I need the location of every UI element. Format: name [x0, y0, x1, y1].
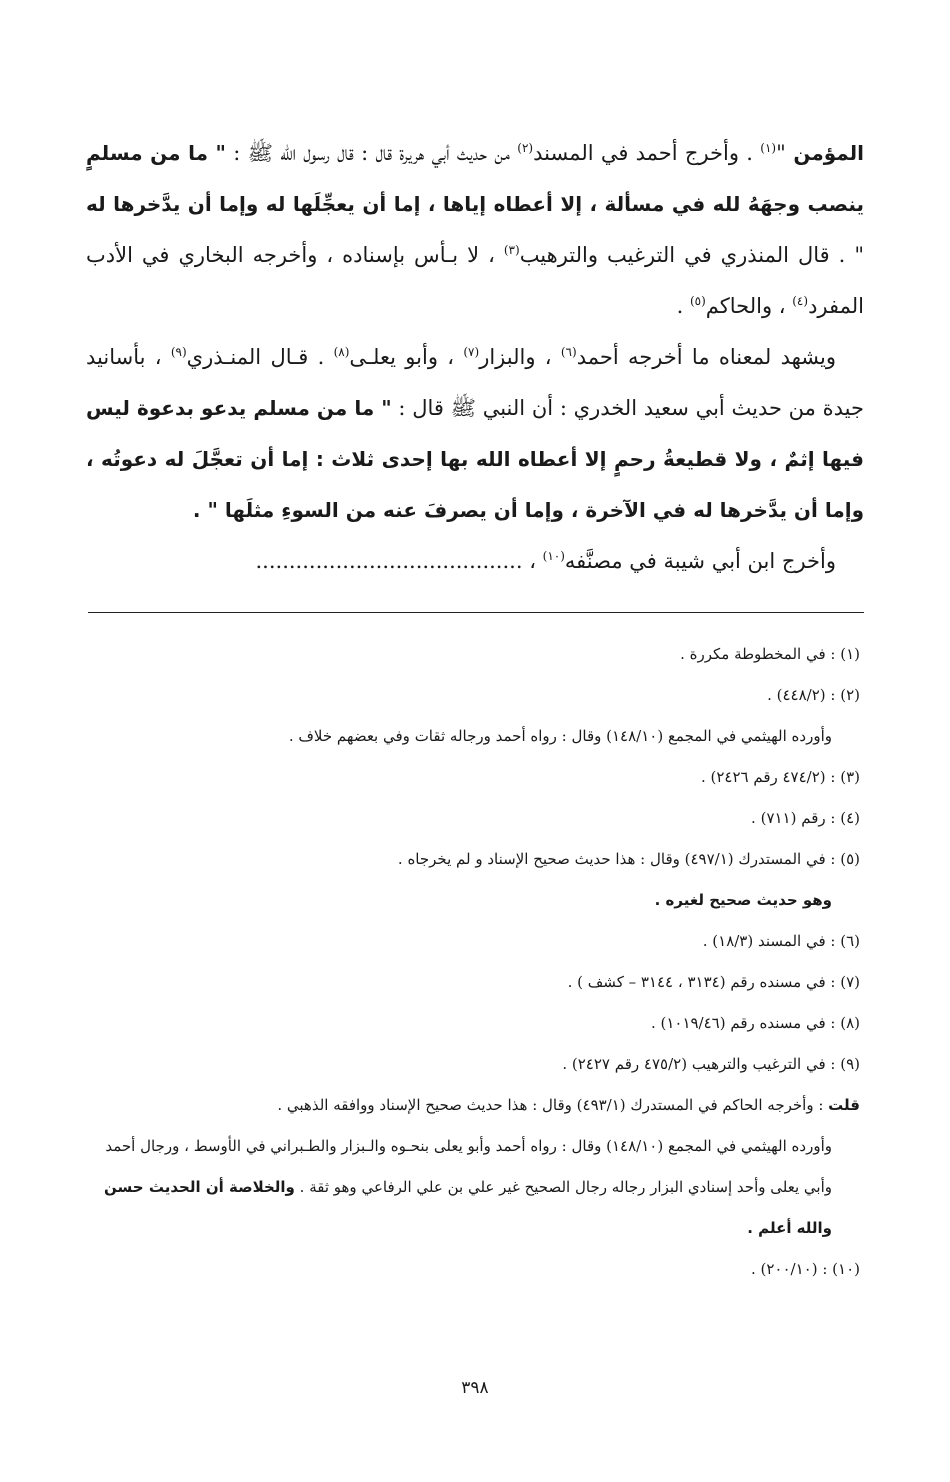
footnote-9-comment: [88, 1085, 860, 1126]
text-segment: ، بأسانيد جيدة من حديث أبي سعيد الخدري : أن النبي ﷺ قال :: [86, 345, 864, 420]
paragraph-1: [86, 128, 864, 332]
footnote-5: (٥) : في المستدرك (٤٩٧/١) وقال : هذا حديث صحيح الإسناد و لم يخرجاه .: [397, 850, 860, 868]
text-segment: ،: [522, 549, 543, 573]
footnote-ref-6[interactable]: (٦): [560, 345, 577, 359]
footnote-separator: [88, 612, 864, 613]
text-segment: وأورده الهيثمي في المجمع (١٤٨/١٠) وقال : رواه أحمد وأبو يعلى بنحـوه والـبزار والطـبراني في الأوسط ، ورجال أحمد وأبي يعلى وأحد إسنادي البزار رجاله رجال الصحيح غير علي بن علي الرفاعي وهو ثقة .: [105, 1137, 832, 1196]
qultu-label: قلت: [828, 1096, 860, 1114]
text-segment: .: [676, 294, 690, 318]
page-number: ٣٩٨: [461, 1378, 489, 1398]
footnote-ref-7[interactable]: (٧): [463, 345, 480, 359]
ellipsis-dots: ........................................: [255, 549, 523, 573]
text-segment: وأخرج ابن أبي شيبة في مصنَّفه: [564, 549, 836, 573]
hadith-quote: " ما من مسلم يدعو بدعوة ليس فيها إثمٌ ، ولا قطيعةُ رحمٍ إلا أعطاه الله بها إحدى ثلاث : إما أن تعجَّلَ له دعوتُه ، وإما أن يدَّخرها له في الآخرة ، وإما أن يصرفَ عنه من السوءِ مثلَها " .: [86, 396, 864, 522]
footnote-ref-5[interactable]: (٥): [689, 294, 706, 308]
footnote-9-comment-2: [88, 1126, 860, 1249]
text-segment: " . قال المنذري في الترغيب والترهيب: [519, 243, 864, 267]
text-segment: ، والحاكم: [705, 294, 793, 318]
footnote-5-grading: وهو حديث صحيح لغيره .: [654, 891, 832, 909]
footnote-2-comment: وأورده الهيثمي في المجمع (١٤٨/١٠) وقال : رواه أحمد ورجاله ثقات وفي بعضهم خلاف .: [288, 727, 832, 745]
text-segment: من حديث أبي هريرة قال : قال رسول الله ﷺ :: [225, 141, 518, 165]
footnote-10: (١٠) : (٢٠٠/١٠) .: [750, 1260, 860, 1278]
footnote-9: (٩) : في الترغيب والترهيب (٤٧٥/٢ رقم ٢٤٢٧) .: [562, 1055, 860, 1073]
footnote-ref-9[interactable]: (٩): [170, 345, 187, 359]
footnote-6: (٦) : في المسند (١٨/٣) .: [702, 932, 860, 950]
text-segment: . قـال المنـذري: [186, 345, 334, 369]
footnote-ref-2[interactable]: (٢): [517, 141, 534, 155]
footnote-ref-10[interactable]: (١٠): [542, 549, 565, 563]
text-segment: ": [776, 141, 786, 165]
main-text: [86, 128, 864, 587]
paragraph-2: [86, 332, 864, 536]
text-segment: ، لا بـأس بإسناده ، وأخرجه البخاري في الأدب المفرد: [86, 243, 864, 318]
footnote-2: (٢) : (٤٤٨/٢) .: [767, 686, 860, 704]
footnote-4: (٤) : رقم (٧١١) .: [751, 809, 860, 827]
footnotes: [88, 634, 860, 1290]
footnote-ref-1[interactable]: (١): [760, 141, 777, 155]
footnote-ref-4[interactable]: (٤): [792, 294, 809, 308]
footnote-7: (٧) : في مسنده رقم (٣١٣٤ ، ٣١٤٤ – كشف ) .: [567, 973, 860, 991]
footnote-3: (٣) : (٤٧٤/٢ رقم ٢٤٢٦) .: [700, 768, 860, 786]
text-segment: ويشهد لمعناه ما أخرجه أحمد: [576, 345, 837, 369]
hadith-quote: " ما من مسلمٍ ينصب وجهَهُ لله في مسألة ، إلا أعطاه إياها ، إما أن يعجِّلَها له وإما أن يدَّخرها له: [86, 141, 864, 216]
footnote-1: (١) : في المخطوطة مكررة .: [680, 645, 860, 663]
text-segment: : وأخرجه الحاكم في المستدرك (٤٩٣/١) وقال : هذا حديث صحيح الإسناد ووافقه الذهبي .: [277, 1096, 829, 1114]
paragraph-3: [86, 536, 864, 587]
text-segment: ، والبزار: [479, 345, 561, 369]
footnote-ref-8[interactable]: (٨): [333, 345, 350, 359]
conclusion-text: والخلاصة أن الحديث حسن والله أعلم .: [104, 1178, 832, 1237]
text-segment: المؤمن: [785, 141, 865, 165]
text-segment: ، وأبو يعلـى: [349, 345, 464, 369]
footnote-8: (٨) : في مسنده رقم (١٠١٩/٤٦) .: [650, 1014, 860, 1032]
text-segment: . وأخرج أحمد في المسند: [533, 141, 761, 165]
footnote-ref-3[interactable]: (٣): [503, 243, 520, 257]
